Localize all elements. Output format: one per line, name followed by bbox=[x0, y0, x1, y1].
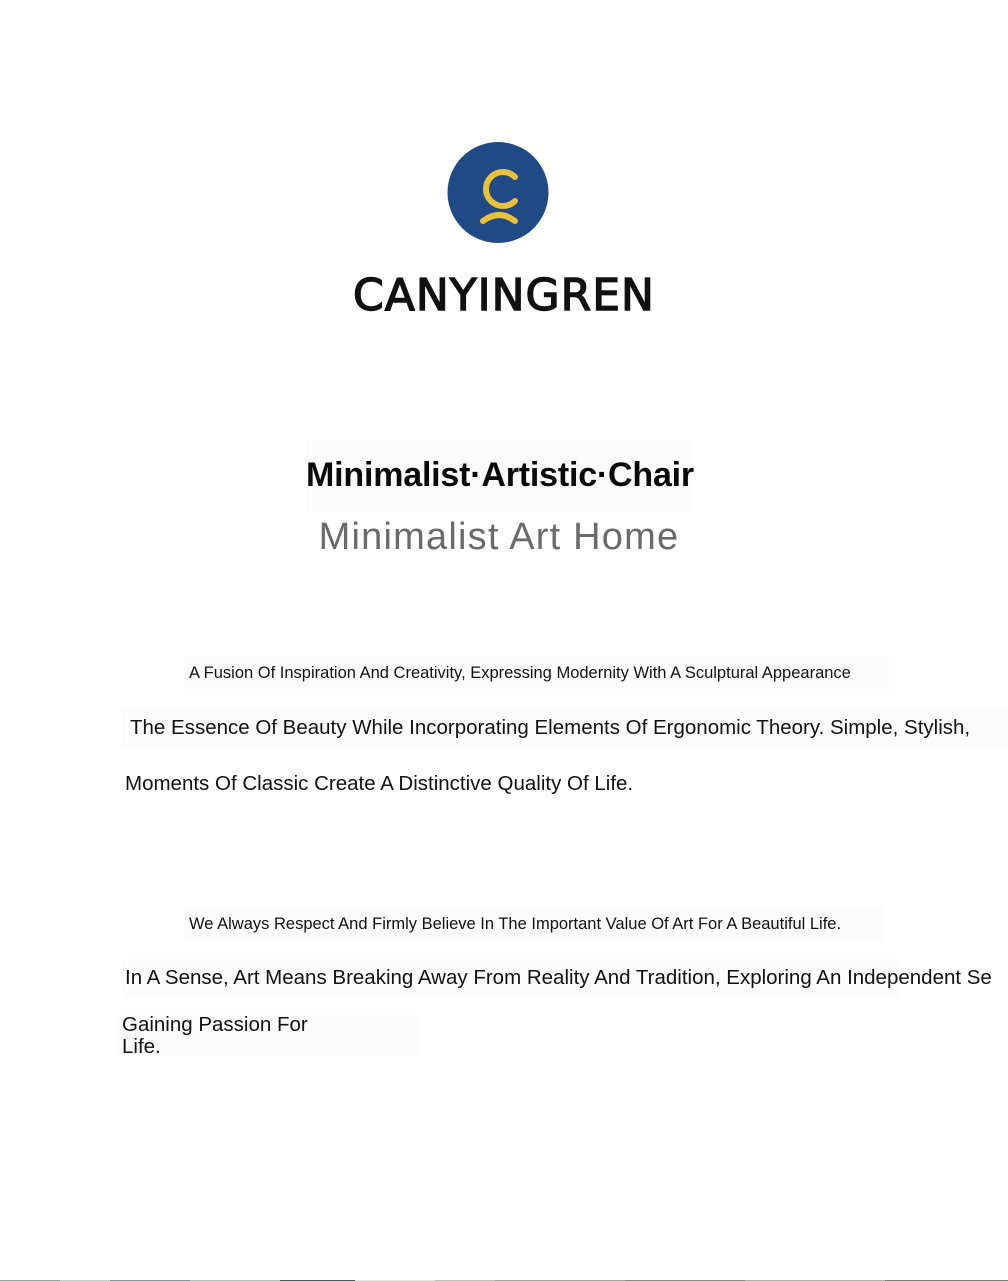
brand-logo-icon bbox=[447, 142, 549, 243]
section2-closing-text bbox=[118, 1014, 420, 1056]
brand-name: CANYINGREN bbox=[353, 270, 655, 321]
section1-heading: A Fusion Of Inspiration And Creativity, Expressing Modernity With A Sculptural Appearance bbox=[183, 656, 895, 690]
product-photo-strip bbox=[0, 1274, 1008, 1281]
section2-heading: We Always Respect And Firmly Believe In The Important Value Of Art For A Beautiful Life. bbox=[183, 906, 883, 942]
section1-text-line-1: The Essence Of Beauty While Incorporating Elements Of Ergonomic Theory. Simple, Stylish, bbox=[122, 708, 1008, 748]
closing-line-1: Gaining Passion For bbox=[122, 1013, 308, 1036]
section2-text-line-1: In A Sense, Art Means Breaking Away From Reality And Tradition, Exploring An Independent Se bbox=[122, 958, 898, 998]
section1-text-line-2: Moments Of Classic Create A Distinctive Quality Of Life. bbox=[125, 772, 634, 795]
closing-line-2: Life. bbox=[122, 1035, 161, 1058]
page-subtitle: Minimalist Art Home bbox=[318, 516, 680, 558]
page-title: Minimalist·Artistic·Chair bbox=[306, 456, 694, 494]
